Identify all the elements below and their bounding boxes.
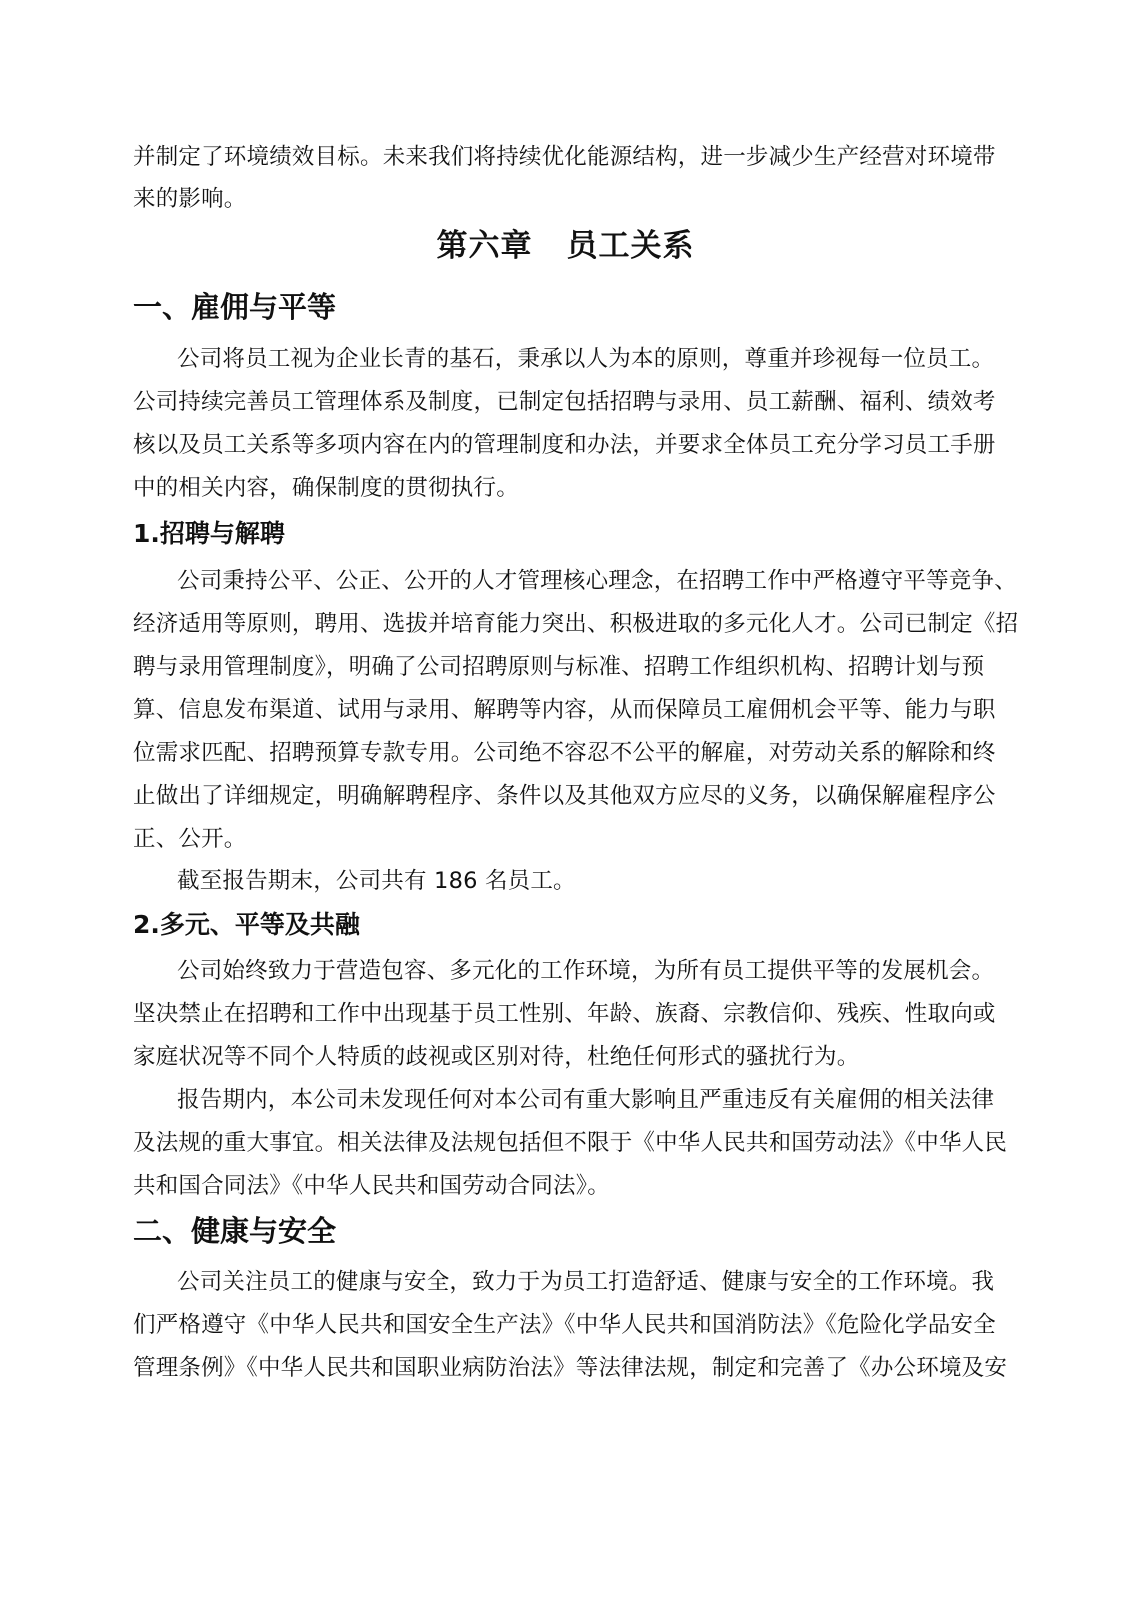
- paragraph-line: 公司持续完善员工管理体系及制度，已制定包括招聘与录用、员工薪酬、福利、绩效考: [133, 389, 996, 415]
- paragraph-line: 正、公开。: [133, 826, 247, 852]
- paragraph-line: 公司将员工视为企业长青的基石，秉承以人为本的原则，尊重并珍视每一位员工。: [177, 346, 995, 372]
- paragraph-line: 经济适用等原则，聘用、选拔并培育能力突出、积极进取的多元化人才。公司已制定《招: [133, 611, 1019, 637]
- chapter-title: [0, 226, 1131, 266]
- chapter-name: 员工关系: [566, 228, 695, 264]
- paragraph-line: 来的影响。: [133, 186, 247, 212]
- paragraph-line: 公司始终致力于营造包容、多元化的工作环境，为所有员工提供平等的发展机会。: [177, 958, 995, 984]
- paragraph-line: 共和国合同法》《中华人民共和国劳动合同法》。: [133, 1173, 610, 1199]
- section-heading-health-safety: 二、健康与安全: [133, 1214, 337, 1248]
- paragraph-line: 公司关注员工的健康与安全，致力于为员工打造舒适、健康与安全的工作环境。我: [177, 1269, 995, 1295]
- subsection-heading-diversity: 2.多元、平等及共融: [133, 910, 360, 939]
- paragraph-line: 位需求匹配、招聘预算专款专用。公司绝不容忍不公平的解雇，对劳动关系的解除和终: [133, 740, 996, 766]
- subsection-heading-recruitment: 1.招聘与解聘: [133, 519, 285, 548]
- paragraph-line: 报告期内，本公司未发现任何对本公司有重大影响且严重违反有关雇佣的相关法律: [177, 1087, 995, 1113]
- paragraph-line: 们严格遵守《中华人民共和国安全生产法》《中华人民共和国消防法》《危险化学品安全: [133, 1312, 996, 1338]
- paragraph-line: 核以及员工关系等多项内容在内的管理制度和办法，并要求全体员工充分学习员工手册: [133, 432, 996, 458]
- paragraph-line: 家庭状况等不同个人特质的歧视或区别对待，杜绝任何形式的骚扰行为。: [133, 1044, 860, 1070]
- section-heading-employment-equality: 一、雇佣与平等: [133, 290, 337, 324]
- paragraph-line: 中的相关内容，确保制度的贯彻执行。: [133, 475, 519, 501]
- paragraph-line: 及法规的重大事宜。相关法律及法规包括但不限于《中华人民共和国劳动法》《中华人民: [133, 1130, 1008, 1156]
- paragraph-line: 止做出了详细规定，明确解聘程序、条件以及其他双方应尽的义务，以确保解雇程序公: [133, 783, 996, 809]
- employee-count-line: 截至报告期末，公司共有 186 名员工。: [177, 868, 576, 894]
- chapter-number: 第六章: [436, 228, 533, 264]
- paragraph-line: 公司秉持公平、公正、公开的人才管理核心理念，在招聘工作中严格遵守平等竞争、: [177, 568, 1017, 594]
- paragraph-line: 管理条例》《中华人民共和国职业病防治法》等法律法规，制定和完善了《办公环境及安: [133, 1355, 1008, 1381]
- paragraph-line: 聘与录用管理制度》，明确了公司招聘原则与标准、招聘工作组织机构、招聘计划与预: [133, 654, 985, 680]
- paragraph-line: 并制定了环境绩效目标。未来我们将持续优化能源结构，进一步减少生产经营对环境带: [133, 144, 996, 170]
- paragraph-line: 坚决禁止在招聘和工作中出现基于员工性别、年龄、族裔、宗教信仰、残疾、性取向或: [133, 1001, 996, 1027]
- paragraph-line: 算、信息发布渠道、试用与录用、解聘等内容，从而保障员工雇佣机会平等、能力与职: [133, 697, 996, 723]
